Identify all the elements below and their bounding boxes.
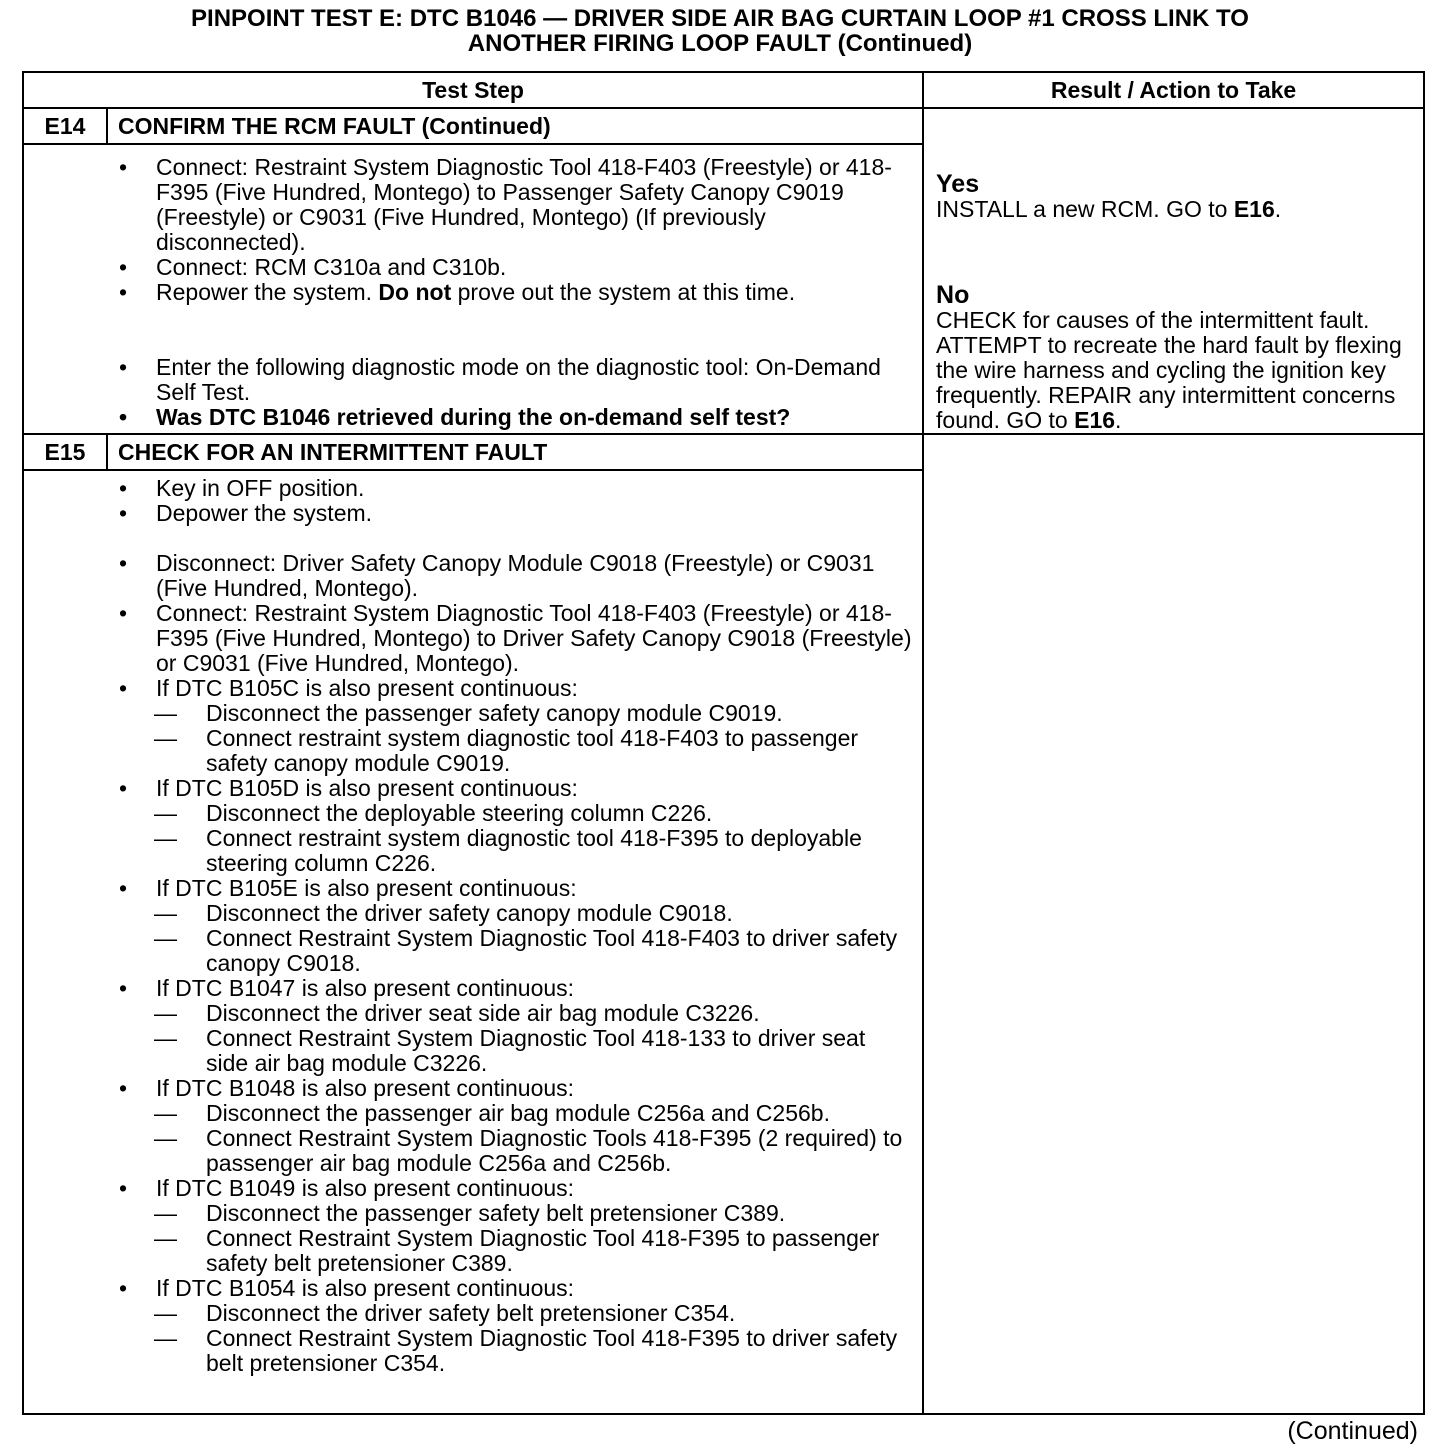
- e14-steps-cell: [23, 144, 923, 434]
- e14-title-row: [23, 108, 1424, 144]
- sub-item: — Disconnect the driver safety canopy module C9018.: [24, 901, 912, 926]
- sub-item: — Connect Restraint System Diagnostic Tools 418-F395 (2 required) to passenger air bag module C256a and C256b.: [24, 1126, 912, 1176]
- list-item: • Was DTC B1046 retrieved during the on-demand self test?: [24, 405, 912, 430]
- pinpoint-test-table: [22, 71, 1425, 1415]
- list-item: • Disconnect: Driver Safety Canopy Module C9018 (Freestyle) or C9031 (Five Hundred, Montego).: [24, 551, 912, 601]
- list-item: • If DTC B1049 is also present continuous:: [24, 1176, 912, 1201]
- sub-item: — Disconnect the passenger safety belt pretensioner C389.: [24, 1201, 912, 1226]
- e14-step-list: [24, 155, 912, 430]
- e15-step-list: [24, 476, 912, 1376]
- e14-id: E14: [23, 108, 107, 144]
- e14-no-block: [936, 282, 1417, 433]
- no-label: No: [936, 281, 970, 309]
- e15-result-cell: [923, 434, 1424, 1414]
- sub-item: — Connect Restraint System Diagnostic Tool 418-F395 to passenger safety belt pretensioner C389.: [24, 1226, 912, 1276]
- list-item: • If DTC B105E is also present continuous:: [24, 876, 912, 901]
- title-line-1: PINPOINT TEST E: DTC B1046 — DRIVER SIDE AIR BAG CURTAIN LOOP #1 CROSS LINK TO: [191, 5, 1249, 32]
- header-row: [23, 72, 1424, 108]
- sub-item: — Connect Restraint System Diagnostic Tool 418-F403 to driver safety canopy C9018.: [24, 926, 912, 976]
- e14-yes-block: [936, 171, 1417, 222]
- e14-result-cell: [923, 108, 1424, 434]
- list-item: [24, 280, 912, 305]
- yes-goto: E16: [1233, 196, 1275, 222]
- e14-title: CONFIRM THE RCM FAULT (Continued): [107, 108, 923, 144]
- sub-item: — Connect Restraint System Diagnostic Tool 418-F395 to driver safety belt pretensioner C354.: [24, 1326, 912, 1376]
- e15-steps-cell: [23, 470, 923, 1414]
- list-item: • Depower the system.: [24, 501, 912, 526]
- yes-label: Yes: [936, 170, 980, 198]
- continued-footer: (Continued): [1287, 1417, 1418, 1445]
- title-line-2: ANOTHER FIRING LOOP FAULT (Continued): [467, 30, 973, 57]
- e15-title: CHECK FOR AN INTERMITTENT FAULT: [107, 434, 923, 470]
- yes-action: INSTALL a new RCM. GO to: [936, 196, 1234, 222]
- list-item: • Connect: Restraint System Diagnostic Tool 418-F403 (Freestyle) or 418-F395 (Five Hundred, Montego) to Driver Safety Canopy C9018 (Freestyle) or C9031 (Five Hundred, Montego).: [24, 601, 912, 676]
- test-step-header: Test Step: [23, 72, 923, 108]
- no-goto: E16: [1074, 407, 1116, 433]
- sub-item: — Connect restraint system diagnostic tool 418-F403 to passenger safety canopy module C9019.: [24, 726, 912, 776]
- list-item: • If DTC B1054 is also present continuous:: [24, 1276, 912, 1301]
- list-item: • Enter the following diagnostic mode on the diagnostic tool: On-Demand Self Test.: [24, 355, 912, 405]
- list-item: • If DTC B105D is also present continuous:: [24, 776, 912, 801]
- do-not-emphasis: Do not: [378, 279, 452, 305]
- list-item: • If DTC B1048 is also present continuous:: [24, 1076, 912, 1101]
- result-header: Result / Action to Take: [923, 72, 1424, 108]
- sub-item: — Disconnect the driver seat side air bag module C3226.: [24, 1001, 912, 1026]
- list-item: • Connect: RCM C310a and C310b.: [24, 255, 912, 280]
- sub-item: — Disconnect the passenger safety canopy module C9019.: [24, 701, 912, 726]
- list-item: • If DTC B105C is also present continuous:: [24, 676, 912, 701]
- no-action: CHECK for causes of the intermittent fault. ATTEMPT to recreate the hard fault by flexing the wire harness and cycling the ignition key frequently. REPAIR any intermittent concerns found. GO to: [936, 307, 1402, 433]
- e15-title-row: [23, 434, 1424, 470]
- list-item: • Connect: Restraint System Diagnostic Tool 418-F403 (Freestyle) or 418-F395 (Five Hundred, Montego) to Passenger Safety Canopy C9019 (Freestyle) or C9031 (Five Hundred, Montego) (If previously disconnected).: [24, 155, 912, 255]
- repower-text: Repower the system.: [156, 279, 379, 305]
- sub-item: — Disconnect the driver safety belt pretensioner C354.: [24, 1301, 912, 1326]
- list-item: • If DTC B1047 is also present continuous:: [24, 976, 912, 1001]
- sub-item: — Disconnect the passenger air bag module C256a and C256b.: [24, 1101, 912, 1126]
- sub-item: — Disconnect the deployable steering column C226.: [24, 801, 912, 826]
- e15-id: E15: [23, 434, 107, 470]
- prove-out-text: prove out the system at this time.: [451, 279, 796, 305]
- no-text: CHECK for causes of the intermittent fault. ATTEMPT to recreate the hard fault by flexing the wire harness and cycling the ignition key frequently. REPAIR any intermittent concerns found. GO to E16.: [936, 307, 1402, 433]
- sub-item: — Connect Restraint System Diagnostic Tool 418-133 to driver seat side air bag module C3226.: [24, 1026, 912, 1076]
- list-item: • Key in OFF position.: [24, 476, 912, 501]
- sub-item: — Connect restraint system diagnostic tool 418-F395 to deployable steering column C226.: [24, 826, 912, 876]
- yes-text: INSTALL a new RCM. GO to E16.: [936, 196, 1282, 222]
- page-title: [0, 6, 1440, 56]
